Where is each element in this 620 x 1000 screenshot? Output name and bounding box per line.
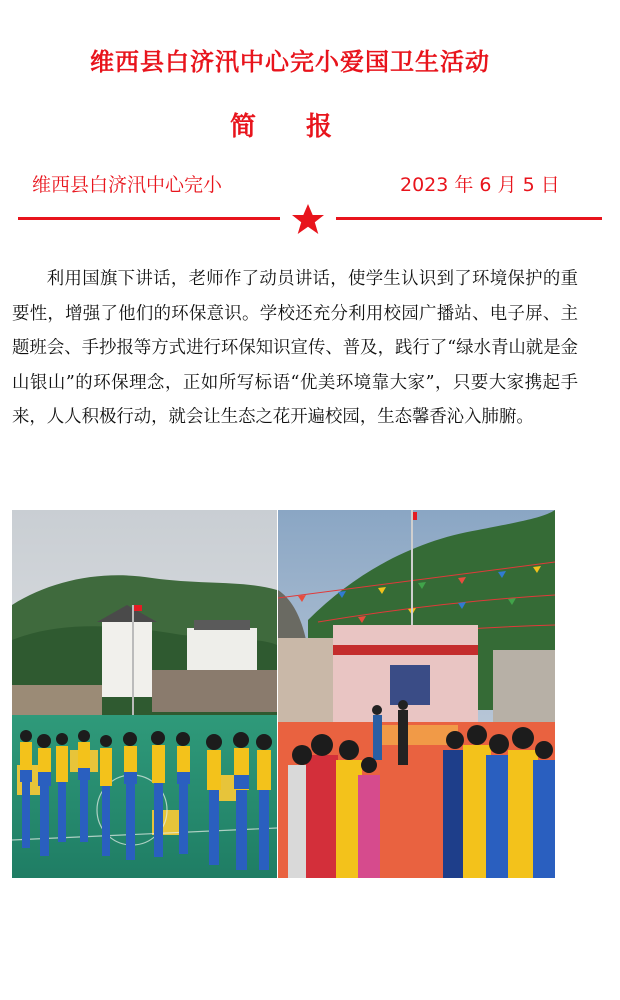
divider-line-left: [18, 217, 280, 220]
photo-assembly-court: [12, 510, 277, 878]
school-name: 维西县白济汛中心完小: [32, 174, 223, 196]
star-icon: [292, 204, 324, 234]
divider-line-right: [336, 217, 602, 220]
photo-assembly-stage: [278, 510, 555, 878]
report-subtitle: 简报: [230, 112, 383, 142]
report-date: 2023 年 6 月 5 日: [400, 174, 560, 196]
article-paragraph: 利用国旗下讲话，老师作了动员讲话，使学生认识到了环境保护的重要性，增强了他们的环保意识。学校还充分利用校园广播站、电子屏、主题班会、手抄报等方式进行环保知识宣传、普及，践行了“绿水青山就是金山银山”的环保理念，正如所写标语“优美环境靠大家”，只要大家携起手来，人人积极行动，就会让生态之花开遍校园，生态馨香沁入肺腑。: [12, 269, 578, 428]
star-divider: [18, 203, 602, 235]
report-title: 维西县白济汛中心完小爱国卫生活动: [90, 48, 490, 76]
